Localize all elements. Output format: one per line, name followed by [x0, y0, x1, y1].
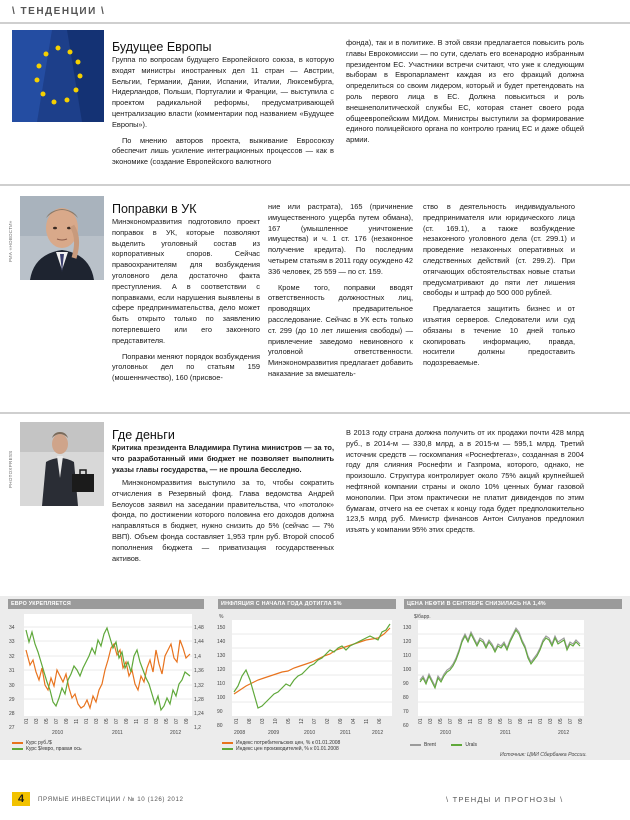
article-money-lead: Критика президента Владимира Путина министров — за то, что разработанный ими бюджет не позволяет выполнить указы главы государства, — не прошла бесследно.: [112, 443, 334, 474]
chart-inflation: [216, 610, 396, 738]
legend-label: Brent: [424, 742, 436, 748]
tick-label: 11: [468, 718, 474, 724]
tick-label: 27: [9, 725, 15, 731]
article-title-europe: Будущее Европы: [112, 40, 212, 54]
tick-label: 100: [217, 695, 226, 701]
tick-label: 05: [438, 718, 444, 724]
tick-label: 2011: [112, 730, 123, 736]
tick-label: 03: [488, 718, 494, 724]
tick-label: 03: [548, 718, 554, 724]
article-uk-col3: [423, 202, 575, 374]
tick-label: 1,2: [194, 725, 201, 731]
section-rule: [0, 412, 630, 414]
tick-label: 130: [217, 653, 226, 659]
tick-label: 34: [9, 625, 15, 631]
tick-label: 09: [578, 718, 584, 724]
paragraph: ние или растрата), 165 (причинение имущественного ущерба путем обмана), 167 (умышленное уничтожение имущества) и ч. 1 ст. 176 (незаконное получение кредита). По последним четырем статьям в 2011 году осуждено 42 336 человек, 25 559 — по ст. 159.: [268, 202, 413, 276]
tick-label: 06: [377, 718, 383, 724]
putin-photo: [20, 196, 104, 280]
tick-label: 2012: [558, 730, 570, 736]
tick-label: 03: [154, 718, 160, 724]
paragraph: В 2013 году страна должна получить от их продажи почти 428 млрд руб., в 2014-м — 330,8 млрд, а в 2015-м — 595,1 млрд. Третий источник средств — госкомпания «Роснефтегаз», созданная в 2004 году для слияния Роснефти и Газпрома, которого, однако, не произошло. Структура контролирует около 75% акций крупнейшей нефтяной компании страны и около 10% ценных бумаг газовой монополии. При этом практически не платит дивидендов по этим бумагам, отчего на ее счетах к концу года будет предположительно 123,5 млрд руб. Министр финансов Антон Силуанов предложил изъять у компании 95% этих средств.: [346, 428, 584, 535]
tick-label: 2011: [500, 730, 511, 736]
legend-label: Курс $/евро, правая ось: [26, 746, 82, 752]
tick-label: 130: [403, 625, 412, 631]
tick-label: 03: [34, 718, 40, 724]
chart-inflation-legend: [222, 740, 340, 752]
tick-label: 2012: [372, 730, 384, 736]
tick-label: 07: [174, 718, 180, 724]
finance-photo: [20, 422, 104, 506]
legend-item: [222, 746, 340, 752]
legend-item: [410, 742, 436, 748]
page-number: 4: [12, 792, 30, 806]
tick-label: 10: [273, 718, 279, 724]
paragraph: По мнению авторов проекта, выживание Евросоюзу обеспечит лишь усиление интеграционных процессов — как в экономике (создание Европейского валютного: [112, 135, 334, 167]
unit-label: %: [219, 614, 224, 620]
paragraph: Группа по вопросам будущего Европейского союза, в которую входят министры иностранных дел 11 стран — Австрии, Бельгии, Германии, Дании, Испании, Италии, Люксембурга, Нидерландов, Польши, Португалии и Франции, — выступила с проектом радикальной реформы, предусматривающей централизацию власти (комментарии под названием «Будущее Европы»).: [112, 55, 334, 129]
tick-label: 02: [325, 718, 331, 724]
tick-label: 70: [403, 709, 409, 715]
tick-label: 29: [9, 697, 15, 703]
tick-label: 01: [478, 718, 484, 724]
tick-label: 1,36: [194, 668, 204, 674]
paragraph: ство в деятельность индивидуального предпринимателя или юридического лица (ст. 169.1), а также возбуждение незаконного уголовного дела (ст. 299.1) и проведение незаконных оперативных и следственных действий (ст. 299.2). При отягчающих обстоятельствах новые статьи предусматривают до пяти лет лишения свободы и штраф до 500 000 рублей.: [423, 202, 575, 298]
tick-label: 80: [403, 695, 409, 701]
legend-label: Индекс потребительских цен, % к 01.01.2008: [236, 740, 341, 746]
tick-label: 01: [538, 718, 544, 724]
tick-label: 2010: [304, 730, 316, 736]
tick-label: 2009: [268, 730, 280, 736]
tick-label: 08: [247, 718, 253, 724]
chart-euro: [8, 610, 208, 738]
tick-label: 09: [184, 718, 190, 724]
tick-label: 140: [217, 639, 226, 645]
tick-label: 11: [134, 718, 140, 724]
tick-label: 07: [312, 718, 318, 724]
tick-label: 01: [234, 718, 240, 724]
tick-label: 90: [217, 709, 223, 715]
paragraph: Кроме того, поправки вводят ответственность должностных лиц, проводящих предварительное расследование. Сейчас в УК есть только ст. 299 (до 10 лет лишения свободы) — привлечение заведомо невиновного к уголовной ответственности. Минэкономразвития предлагает добавить наказание за вмешатель-: [268, 282, 413, 378]
legend-item: [451, 742, 477, 748]
tick-label: 30: [9, 683, 15, 689]
tick-label: 05: [104, 718, 110, 724]
tick-label: 1,28: [194, 697, 204, 703]
x-axis-month-labels: [418, 718, 584, 724]
article-uk-col2: [268, 202, 413, 385]
x-axis-year-labels: [52, 730, 181, 736]
tick-label: 03: [428, 718, 434, 724]
tick-label: 03: [94, 718, 100, 724]
tick-label: 07: [448, 718, 454, 724]
article-europe-col2: [346, 38, 584, 151]
article-money-col1: [112, 478, 334, 569]
legend-label: Курс руб./$: [26, 740, 52, 746]
tick-label: 11: [74, 718, 80, 724]
section-rule: [0, 184, 630, 186]
tick-label: 01: [144, 718, 150, 724]
tick-label: 05: [558, 718, 564, 724]
tick-label: 05: [498, 718, 504, 724]
x-axis-year-labels: [234, 730, 383, 736]
tick-label: 33: [9, 639, 15, 645]
tick-label: 12: [299, 718, 305, 724]
chart-title-inflation: ИНФЛЯЦИЯ С НАЧАЛА ГОДА ДОТИГЛА 5%: [218, 599, 396, 609]
tick-label: 05: [44, 718, 50, 724]
legend-label: Urals: [465, 742, 478, 748]
chart-oil: [402, 610, 592, 738]
tick-label: 60: [403, 723, 409, 729]
photo-credit: PHOTOXPRESS: [8, 450, 13, 488]
tick-label: 03: [260, 718, 266, 724]
article-money-col2: [346, 428, 584, 541]
y-axis-labels: [217, 625, 226, 729]
rubric-name: \ ТРЕНДЫ И ПРОГНОЗЫ \: [446, 795, 564, 804]
tick-label: 09: [458, 718, 464, 724]
tick-label: 150: [217, 625, 226, 631]
tick-label: 01: [84, 718, 90, 724]
tick-label: 09: [338, 718, 344, 724]
tick-label: 07: [508, 718, 514, 724]
article-title-money: Где деньги: [112, 428, 175, 442]
tick-label: 100: [403, 667, 412, 673]
tick-label: 2010: [52, 730, 64, 736]
tick-label: 2011: [340, 730, 351, 736]
paragraph: Предлагается защитить бизнес и от изъятия серверов. Следователи или суд обязаны в течение 10 дней только скопировать информацию, правда, носители должны предоставить подозреваемые.: [423, 304, 575, 368]
tick-label: 90: [403, 681, 409, 687]
tick-label: 11: [364, 718, 370, 724]
tick-label: 07: [114, 718, 120, 724]
tick-label: 110: [403, 653, 411, 659]
tick-label: 09: [124, 718, 130, 724]
article-europe-col1: [112, 55, 334, 173]
tick-label: 05: [164, 718, 170, 724]
x-axis-month-labels: [234, 718, 383, 724]
tick-label: 120: [217, 667, 226, 673]
y-axis-labels: [403, 625, 412, 729]
tick-label: 09: [64, 718, 70, 724]
tick-label: 11: [528, 718, 534, 724]
tick-label: 2012: [170, 730, 182, 736]
tick-label: 07: [54, 718, 60, 724]
tick-label: 28: [9, 711, 15, 717]
tick-label: 31: [9, 668, 15, 674]
tick-label: 04: [351, 718, 357, 724]
header-rule: [0, 22, 630, 24]
tick-label: 32: [9, 654, 15, 660]
paragraph: Минэкономразвития выступило за то, чтобы сократить отчисления в Резервный фонд. Глава ведомства Андрей Белоусов заявил на заседании правительства, что «потолок» фонда, по достижении которого половина его доходов должна направляться в бюджет, нужно снизить до 5% (сейчас — 7% ВВП). Объем фонда составляет 1,953 трлн руб. Второй способ пополнения бюджета — приватизация государственных активов.: [112, 478, 334, 563]
tick-label: 01: [418, 718, 424, 724]
legend-label: Индекс цен производителей, % к 01.01.2008: [236, 746, 339, 752]
chart-source: Источник: ЦМИ Сбербанка России.: [500, 752, 587, 758]
tick-label: 1,24: [194, 711, 204, 717]
photo-credit: РИА «НОВОСТИ»: [8, 220, 13, 262]
unit-label: $/барр.: [414, 614, 431, 620]
tick-label: 1,4: [194, 654, 201, 660]
paragraph: фонда), так и в политике. В этой связи предлагается повысить роль главы Еврокомиссии — по сути, сделать его всенародно избранным президентом ЕС. Участники встречи считают, что уже к следующим выборам в Европарламент каждая из его фракций должна определиться со своим лидером, который и будет претендовать на роль первого лица в ЕС. Должна повыситься и роль внешнеполитической службы ЕС, которая станет своего рода общеевропейским МИДом. Министры выступили за формирование единого полицейского органа по контролю границ ЕС и даже общей армии.: [346, 38, 584, 145]
chart-title-oil: ЦЕНА НЕФТИ В СЕНТЯБРЕ СНИЗИЛАСЬ НА 1,4%: [404, 599, 622, 609]
legend-item: [12, 746, 82, 752]
tick-label: 1,32: [194, 683, 204, 689]
tick-label: 09: [518, 718, 524, 724]
tick-label: 1,44: [194, 639, 204, 645]
magazine-name: ПРЯМЫЕ ИНВЕСТИЦИИ / № 10 (126) 2012: [38, 796, 184, 803]
chart-oil-legend: [410, 742, 477, 748]
article-title-uk: Поправки в УК: [112, 202, 197, 216]
tick-label: 80: [217, 723, 223, 729]
chart-title-euro: ЕВРО УКРЕПЛЯЕТСЯ: [8, 599, 204, 609]
y-axis-right-labels: [194, 625, 204, 731]
article-uk-col1: [112, 217, 260, 389]
tick-label: 05: [286, 718, 292, 724]
x-axis-year-labels: [440, 730, 569, 736]
paragraph: Минэкономразвития подготовило проект поправок в УК, которые позволяют выделить уголовный состав из корпоративных споров. Сейчас правоохранителям для возбуждения уголовного дела достаточно факта преступления. А в соответствии с поправками, если нарушения выявлены в сфере предпринимательства, дело может быть открыто только по заявлению потерпевшего или его законного представителя.: [112, 217, 260, 345]
tick-label: 07: [568, 718, 574, 724]
chart-euro-legend: [12, 740, 82, 752]
eu-flag-photo: [12, 30, 104, 122]
tick-label: 1,48: [194, 625, 204, 631]
tick-label: 110: [217, 681, 225, 687]
x-axis-month-labels: [24, 718, 190, 724]
section-tag: \ ТЕНДЕНЦИИ \: [12, 6, 106, 17]
tick-label: 2010: [440, 730, 452, 736]
y-axis-left-labels: [9, 625, 15, 731]
tick-label: 01: [24, 718, 30, 724]
tick-label: 120: [403, 639, 412, 645]
paragraph: Поправки меняют порядок возбуждения уголовных дел по статьям 159 (мошенничество), 160 (присвое-: [112, 351, 260, 383]
tick-label: 2008: [234, 730, 246, 736]
